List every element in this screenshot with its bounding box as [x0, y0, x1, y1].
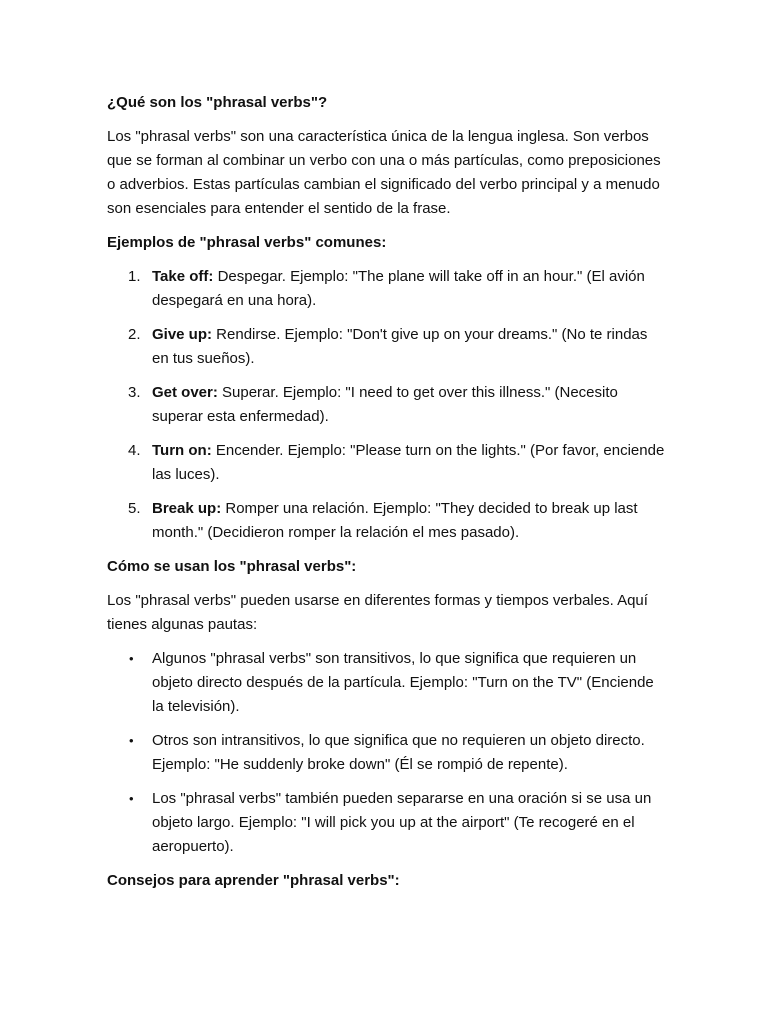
example-term: Turn on:: [152, 442, 212, 459]
bullet-icon: •: [129, 791, 134, 806]
intro-paragraph: Los "phrasal verbs" son una característica única de la lengua inglesa. Son verbos que se forman al combinar un verbo con una o más partículas, como preposiciones o adverbios. Estas partículas cambian el significado del verbo principal y a menudo son esenciales para entender el sentido de la frase.: [107, 128, 661, 217]
examples-list: [107, 265, 667, 545]
example-item-3: [107, 381, 667, 429]
guidelines-list: [107, 647, 667, 859]
example-text: Rendirse. Ejemplo: "Don't give up on your dreams." (No te rindas en tus sueños).: [152, 326, 648, 367]
example-item-4: [107, 439, 667, 487]
list-number: 3.: [128, 384, 141, 401]
heading-tips: Consejos para aprender "phrasal verbs":: [107, 872, 400, 889]
list-number: 4.: [128, 442, 141, 459]
guideline-item-2: [107, 729, 667, 777]
guideline-text: Algunos "phrasal verbs" son transitivos, lo que significa que requieren un objeto directo después de la partícula. Ejemplo: "Turn on the TV" (Enciende la televisión).: [152, 650, 654, 715]
guideline-text: Los "phrasal verbs" también pueden separarse en una oración si se usa un objeto largo. Ejemplo: "I will pick you up at the airport" (Te recogeré en el aeropuerto).: [152, 790, 652, 855]
example-text: Superar. Ejemplo: "I need to get over this illness." (Necesito superar esta enfermedad).: [152, 384, 618, 425]
example-text: Despegar. Ejemplo: "The plane will take off in an hour." (El avión despegará en una hora).: [152, 268, 645, 309]
heading-examples: Ejemplos de "phrasal verbs" comunes:: [107, 234, 387, 251]
example-text: Encender. Ejemplo: "Please turn on the lights." (Por favor, enciende las luces).: [152, 442, 665, 483]
heading-usage: Cómo se usan los "phrasal verbs":: [107, 558, 357, 575]
list-number: 5.: [128, 500, 141, 517]
example-term: Get over:: [152, 384, 218, 401]
heading-intro: ¿Qué son los "phrasal verbs"?: [107, 94, 328, 111]
usage-paragraph: Los "phrasal verbs" pueden usarse en diferentes formas y tiempos verbales. Aquí tienes algunas pautas:: [107, 592, 648, 633]
example-item-2: [107, 323, 667, 371]
example-item-5: [107, 497, 667, 545]
document-page: [107, 91, 667, 903]
example-text: Romper una relación. Ejemplo: "They decided to break up last month." (Decidieron romper la relación el mes pasado).: [152, 500, 638, 541]
bullet-icon: •: [129, 651, 134, 666]
guideline-text: Otros son intransitivos, lo que significa que no requieren un objeto directo. Ejemplo: "He suddenly broke down" (Él se rompió de repente).: [152, 732, 645, 773]
example-term: Give up:: [152, 326, 213, 343]
list-number: 1.: [128, 268, 141, 285]
guideline-item-1: [107, 647, 667, 719]
example-term: Break up:: [152, 500, 222, 517]
example-item-1: [107, 265, 667, 313]
example-term: Take off:: [152, 268, 214, 285]
guideline-item-3: [107, 787, 667, 859]
bullet-icon: •: [129, 733, 134, 748]
list-number: 2.: [128, 326, 141, 343]
